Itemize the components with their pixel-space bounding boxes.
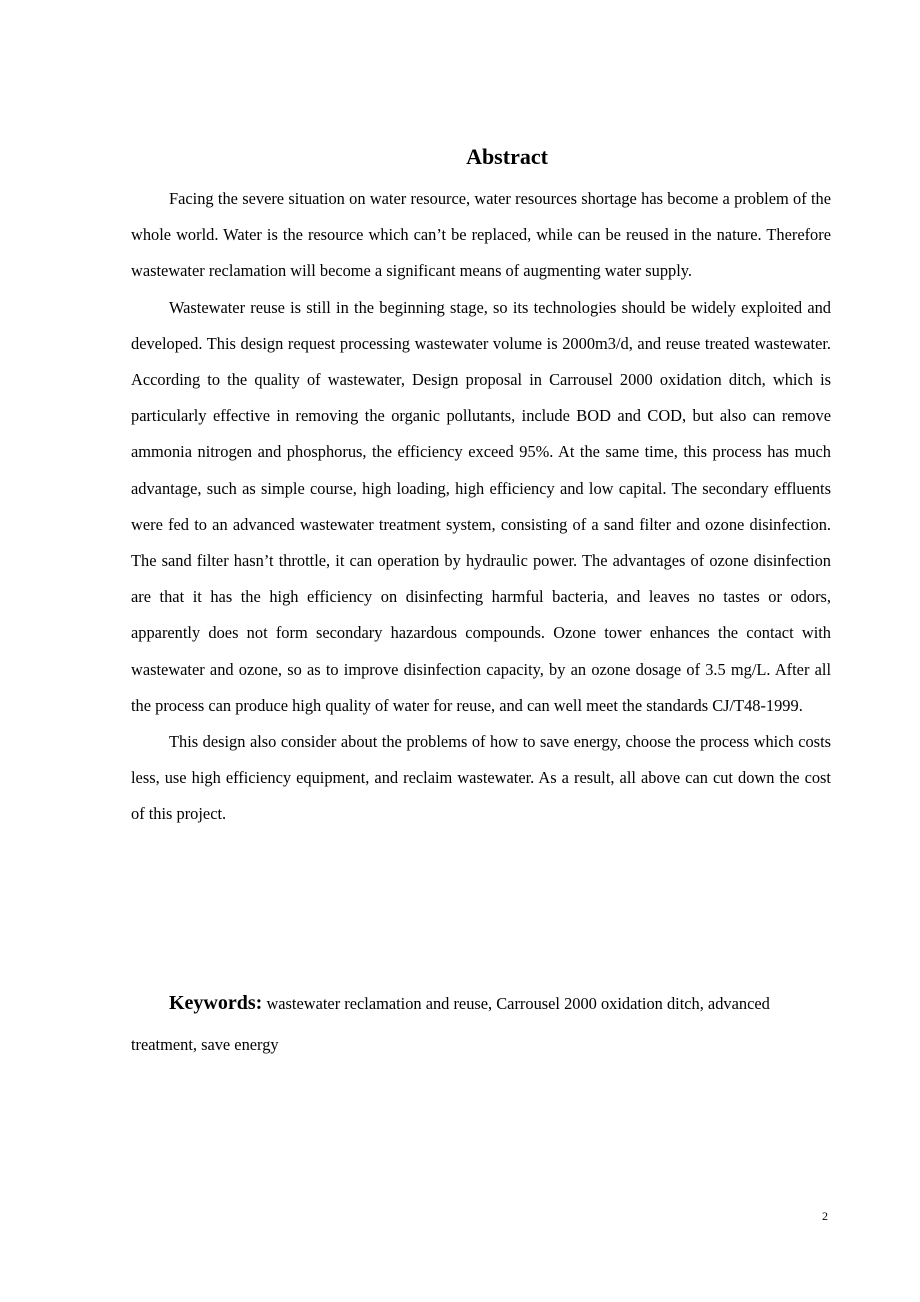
abstract-title: Abstract xyxy=(466,144,548,169)
abstract-paragraph-3: This design also consider about the problems of how to save energy, choose the process which costs less, use high efficiency equipment, and reclaim wastewater. As a result, all above can cut down the cost of this project. xyxy=(131,732,831,824)
abstract-body xyxy=(131,181,831,833)
page-number: 2 xyxy=(822,1209,828,1223)
keywords-section xyxy=(131,983,831,1065)
abstract-paragraph-2: Wastewater reuse is still in the beginning stage, so its technologies should be widely exploited and developed. This design request processing wastewater volume is 2000m3/d, and reuse treated wastewater. According to the quality of wastewater, Design proposal in Carrousel 2000 oxidation ditch, which is particularly effective in removing the organic pollutants, include BOD and COD, but also can remove ammonia nitrogen and phosphorus, the efficiency exceed 95%. At the same time, this process has much advantage, such as simple course, high loading, high efficiency and low capital. The secondary effluents were fed to an advanced wastewater treatment system, consisting of a sand filter and ozone disinfection. The sand filter hasn’t throttle, it can operation by hydraulic power. The advantages of ozone disinfection are that it has the high efficiency on disinfecting harmful bacteria, and leaves no tastes or odors, apparently does not form secondary hazardous compounds. Ozone tower enhances the contact with wastewater and ozone, so as to improve disinfection capacity, by an ozone dosage of 3.5 mg/L. After all the process can produce high quality of water for reuse, and can well meet the standards CJ/T48-1999. xyxy=(131,297,831,715)
abstract-paragraph-1: Facing the severe situation on water resource, water resources shortage has become a problem of the whole world. Water is the resource which can’t be replaced, while can be reused in the nature. Therefore wastewater reclamation will become a significant means of augmenting water supply. xyxy=(131,189,831,281)
keywords-label: Keywords: xyxy=(169,992,263,1014)
keywords-text: wastewater reclamation and reuse, Carrousel 2000 oxidation ditch, advanced treatment, save energy xyxy=(131,994,770,1054)
